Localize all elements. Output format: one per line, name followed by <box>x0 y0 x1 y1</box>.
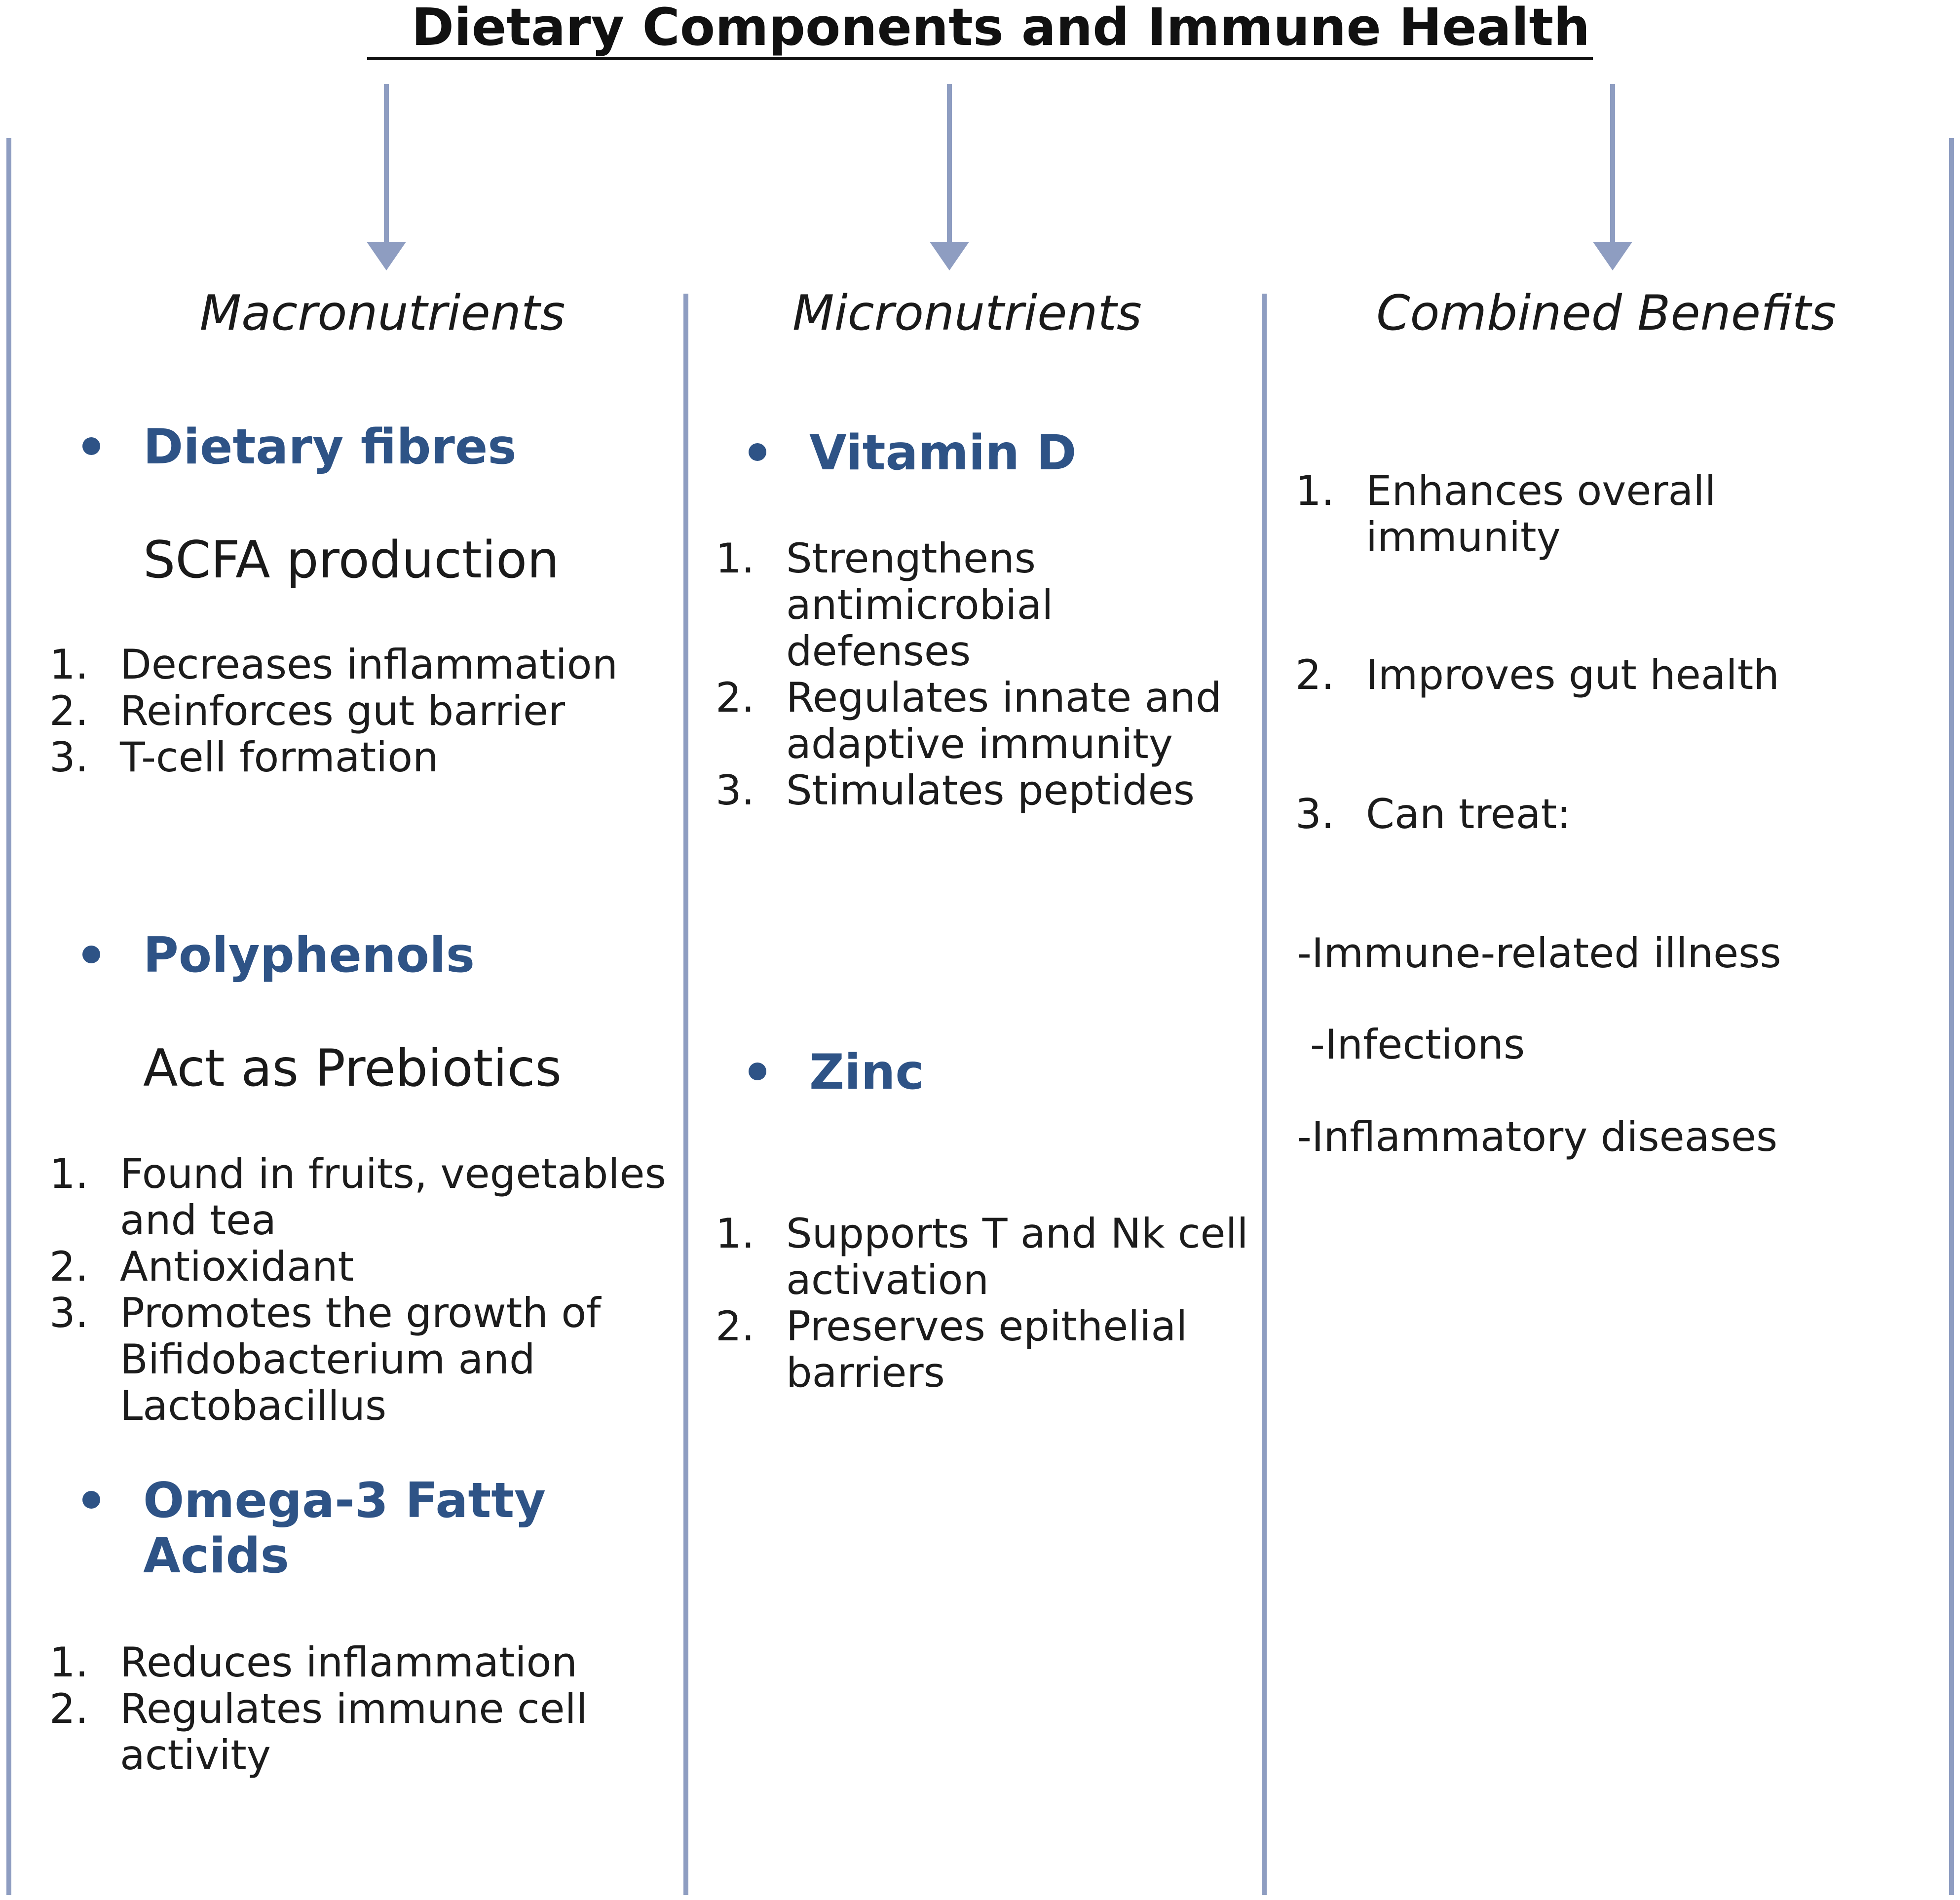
zinc-list <box>716 1211 1248 1396</box>
condition-inflammatory-diseases: -Inflammatory diseases <box>1297 1113 1778 1161</box>
list-item-text: Reinforces gut barrier <box>120 687 565 735</box>
list-item-text: Found in fruits, vegetables and tea <box>120 1150 666 1244</box>
list-item-text: Strengthens antimicrobial defenses <box>786 534 1054 675</box>
section-heading-text: Dietary fibres <box>143 419 517 475</box>
list-number: 2. <box>49 1685 89 1733</box>
list-number: 1. <box>49 1150 89 1198</box>
list-item-text: Enhances overall immunity <box>1366 467 1716 561</box>
list-number: 1. <box>1295 467 1335 515</box>
list-number: 2. <box>716 674 755 722</box>
list-number: 2. <box>716 1302 755 1350</box>
list-number: 1. <box>49 1638 89 1686</box>
down-arrow-icon <box>1593 84 1632 270</box>
section-heading-omega-3 <box>143 1473 587 1584</box>
list-item <box>49 734 661 781</box>
list-item <box>716 1211 1248 1303</box>
list-number: 3. <box>716 766 755 814</box>
vitamin-d-list <box>716 535 1248 814</box>
list-number: 1. <box>716 534 755 582</box>
list-number: 3. <box>1295 790 1335 838</box>
list-item-text: Reduces inflammation <box>120 1638 577 1686</box>
list-number: 3. <box>49 733 89 781</box>
list-item-text: Decreases inflammation <box>120 641 618 688</box>
bullet-dot-icon <box>82 437 100 455</box>
list-number: 2. <box>49 1243 89 1291</box>
section-heading-text: Polyphenols <box>143 927 475 984</box>
section-heading-text: Zinc <box>809 1044 924 1101</box>
list-number: 2. <box>1295 651 1335 699</box>
section-heading-text: Omega-3 Fatty Acids <box>143 1473 546 1584</box>
bullet-dot-icon <box>749 443 766 461</box>
subheading-act-as-prebiotics: Act as Prebiotics <box>143 1039 562 1098</box>
bullet-dot-icon <box>749 1063 766 1080</box>
list-item-text: T-cell formation <box>120 733 439 781</box>
list-item-text: Improves gut health <box>1366 651 1779 699</box>
list-item <box>716 1303 1248 1396</box>
list-item <box>49 1686 671 1779</box>
list-number: 2. <box>49 687 89 735</box>
list-item-text: Preserves epithelial barriers <box>786 1302 1188 1397</box>
bullet-dot-icon <box>82 946 100 963</box>
list-item <box>49 688 661 734</box>
condition-infections: -Infections <box>1310 1021 1525 1068</box>
left-border-line <box>6 138 11 1895</box>
section-heading-polyphenols <box>143 928 661 983</box>
diagram-title: Dietary Components and Immune Health <box>367 0 1593 60</box>
list-item-text: Stimulates peptides <box>786 766 1195 814</box>
omega-3-list <box>49 1639 671 1779</box>
list-item-text: Antioxidant <box>120 1243 354 1291</box>
list-item-text: Regulates immune cell activity <box>120 1685 588 1779</box>
list-item-text: Regulates innate and adaptive immunity <box>786 674 1222 768</box>
list-number: 1. <box>49 641 89 688</box>
list-item <box>49 1244 671 1290</box>
column-header-micronutrients: Micronutrients <box>792 285 1142 342</box>
column-divider <box>683 294 688 1895</box>
dietary-fibres-list <box>49 642 661 781</box>
list-item <box>49 1290 671 1429</box>
section-heading-zinc <box>809 1045 1244 1100</box>
subheading-scfa-production: SCFA production <box>143 531 560 590</box>
right-border-line <box>1949 138 1954 1895</box>
list-item-text: Supports T and Nk cell activation <box>786 1210 1248 1304</box>
down-arrow-icon <box>930 84 969 270</box>
list-item-text: Promotes the growth of Bifidobacterium and Lactobacillus <box>120 1289 601 1430</box>
section-heading-dietary-fibres <box>143 419 661 475</box>
polyphenols-list <box>49 1151 671 1429</box>
column-header-macronutrients: Macronutrients <box>199 285 565 342</box>
bullet-dot-icon <box>82 1491 100 1509</box>
benefit-item <box>1295 791 1897 837</box>
condition-immune-related-illness: -Immune-related illness <box>1297 929 1781 977</box>
benefit-item <box>1295 468 1897 561</box>
list-item <box>49 1639 671 1686</box>
list-item <box>716 675 1248 767</box>
list-number: 1. <box>716 1210 755 1257</box>
list-item <box>716 767 1248 814</box>
down-arrow-icon <box>367 84 406 270</box>
list-item <box>49 642 661 688</box>
list-item <box>716 535 1248 675</box>
section-heading-vitamin-d <box>809 425 1244 481</box>
column-divider <box>1262 294 1267 1895</box>
list-item <box>49 1151 671 1244</box>
list-item-text: Can treat: <box>1366 790 1571 838</box>
column-header-combined-benefits: Combined Benefits <box>1376 285 1836 342</box>
benefit-item <box>1295 652 1897 698</box>
list-number: 3. <box>49 1289 89 1337</box>
section-heading-text: Vitamin D <box>809 425 1077 481</box>
